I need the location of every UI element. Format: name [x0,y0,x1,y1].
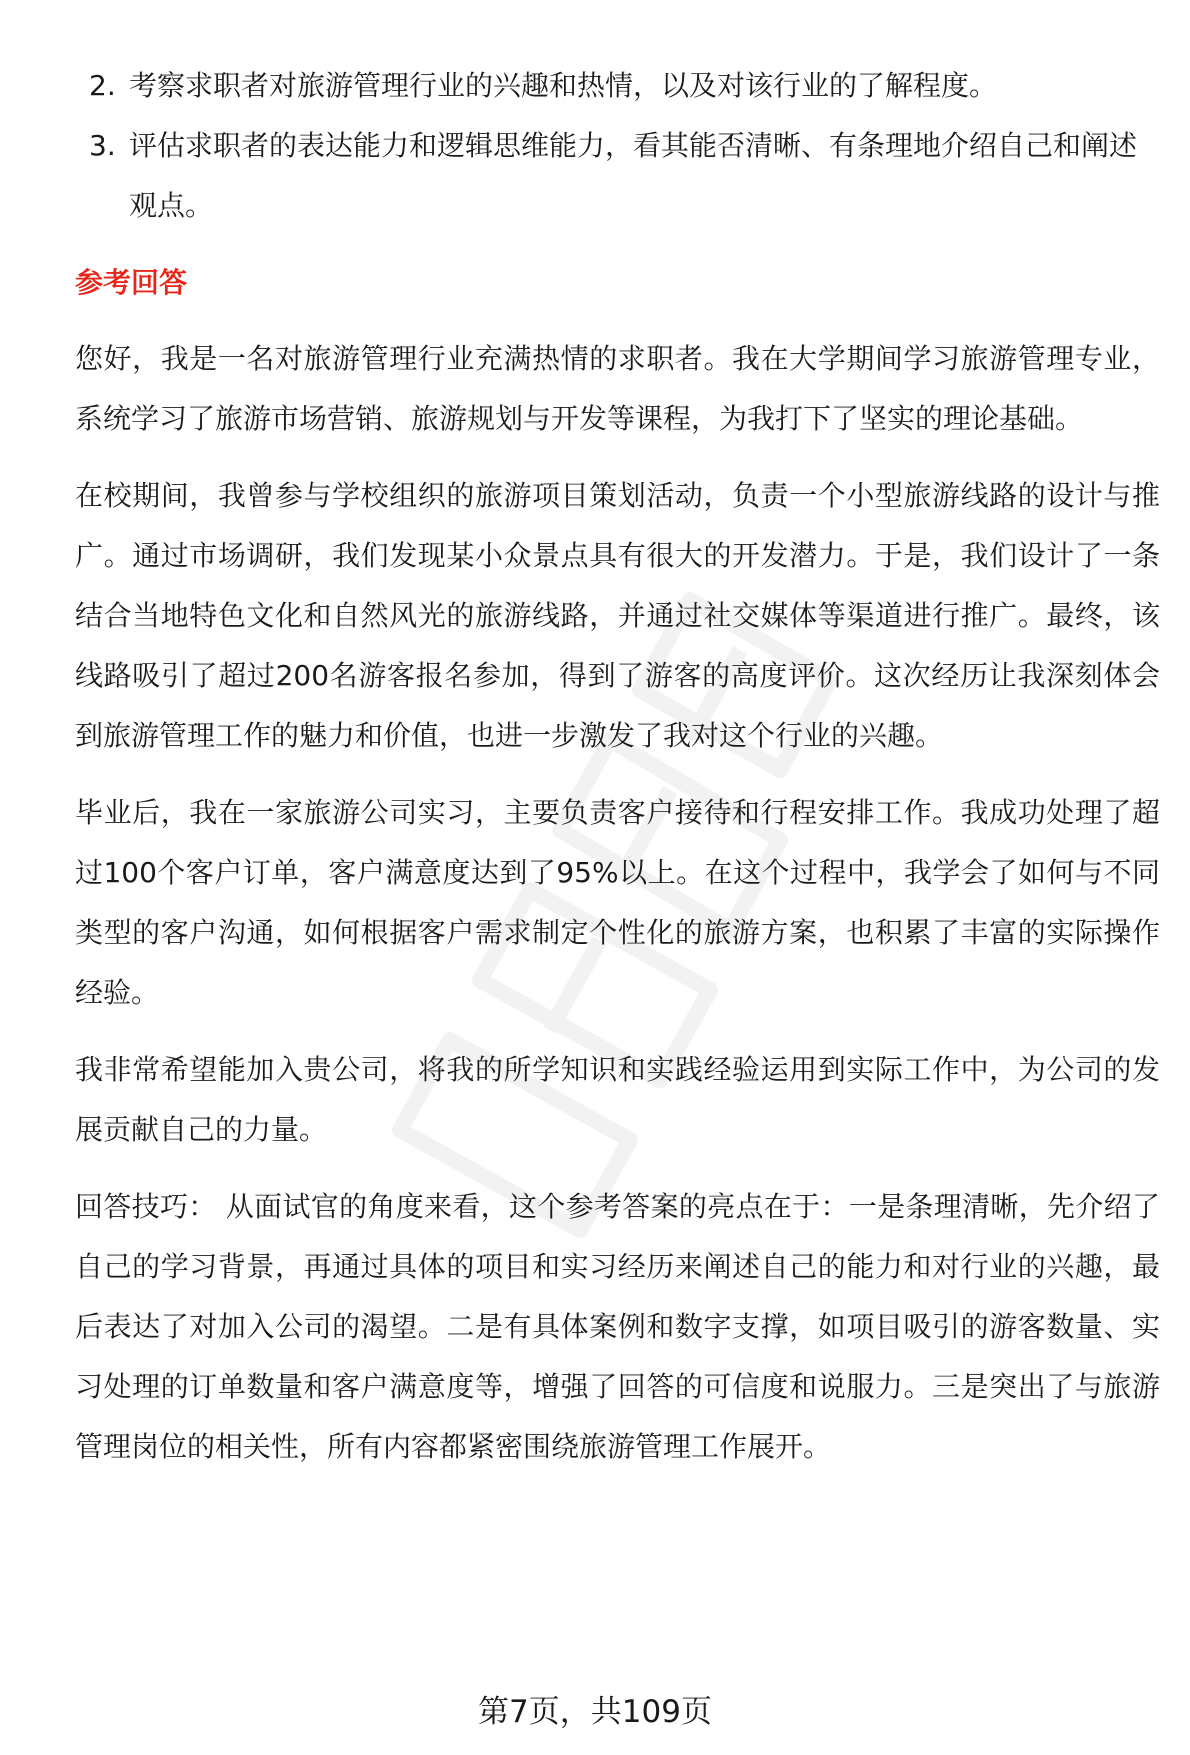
list-item-number: 3. [89,129,116,162]
list-item [75,116,1160,236]
tips-paragraph: 回答技巧： 从面试官的角度来看，这个参考答案的亮点在于：一是条理清晰，先介绍了自己的学习背景，再通过具体的项目和实习经历来阐述自己的能力和对行业的兴趣，最后表达了对加入公司的渴望。二是有具体案例和数字支撑，如项目吸引的游客数量、实习处理的订单数量和客户满意度等，增强了回答的可信度和说服力。三是突出了与旅游管理岗位的相关性，所有内容都紧密围绕旅游管理工作展开。 [75,1190,1160,1463]
list-item-text: 评估求职者的表达能力和逻辑思维能力，看其能否清晰、有条理地介绍自己和阐述观点。 [129,129,1138,222]
section-heading: 参考回答 [75,266,188,299]
list-item-text: 考察求职者对旅游管理行业的兴趣和热情，以及对该行业的了解程度。 [129,69,998,102]
answer-paragraph: 我非常希望能加入贵公司，将我的所学知识和实践经验运用到实际工作中，为公司的发展贡献自己的力量。 [75,1053,1160,1146]
answer-paragraph: 毕业后，我在一家旅游公司实习，主要负责客户接待和行程安排工作。我成功处理了超过100个客户订单，客户满意度达到了95%以上。在这个过程中，我学会了如何与不同类型的客户沟通，如何根据客户需求制定个性化的旅游方案，也积累了丰富的实际操作经验。 [75,796,1160,1009]
list-item-number: 2. [89,69,116,102]
page-number: 第7页，共109页 [478,1694,712,1730]
list-item [75,56,1160,116]
content-area [75,56,1160,1477]
criteria-list [75,56,1160,236]
answer-paragraph: 在校期间，我曾参与学校组织的旅游项目策划活动，负责一个小型旅游线路的设计与推广。通过市场调研，我们发现某小众景点具有很大的开发潜力。于是，我们设计了一条结合当地特色文化和自然风光的旅游线路，并通过社交媒体等渠道进行推广。最终，该线路吸引了超过200名游客报名参加，得到了游客的高度评价。这次经历让我深刻体会到旅游管理工作的魅力和价值，也进一步激发了我对这个行业的兴趣。 [75,479,1160,752]
answer-paragraph: 您好，我是一名对旅游管理行业充满热情的求职者。我在大学期间学习旅游管理专业，系统学习了旅游市场营销、旅游规划与开发等课程，为我打下了坚实的理论基础。 [75,342,1160,435]
